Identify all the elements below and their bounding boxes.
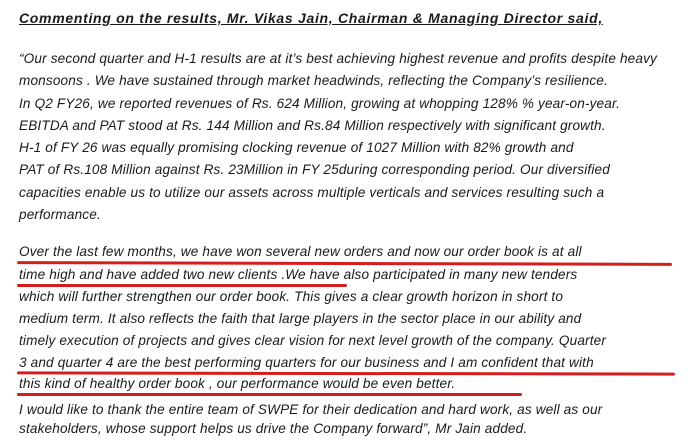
highlight-underline bbox=[17, 284, 347, 287]
paragraph-1-line: H-1 of FY 26 was equally promising clocking revenue of 1027 Million with 82% growth and bbox=[19, 140, 574, 155]
paragraph-3-line: I would like to thank the entire team of SWPE for their dedication and hard work, as well as our bbox=[19, 402, 603, 417]
paragraph-3-line: stakeholders, whose support helps us drive the Company forward”, Mr Jain added. bbox=[19, 421, 528, 436]
paragraph-1-line: monsoons . We have sustained through market headwinds, reflecting the Company’s resilience. bbox=[19, 73, 608, 88]
paragraph-1-line: “Our second quarter and H-1 results are at it’s best achieving highest revenue and profits despite heavy bbox=[19, 51, 657, 66]
paragraph-1-line: In Q2 FY26, we reported revenues of Rs. 624 Million, growing at whopping 128% % year-on-year. bbox=[19, 96, 621, 111]
highlight-underline bbox=[17, 371, 675, 375]
section-heading: Commenting on the results, Mr. Vikas Jain, Chairman & Managing Director said, bbox=[19, 10, 603, 26]
paragraph-2-line: time high and have added two new clients .We have also participated in many new tenders bbox=[19, 267, 578, 282]
paragraph-2-line: this kind of healthy order book , our performance would be even better. bbox=[19, 376, 456, 391]
paragraph-1-line: EBITDA and PAT stood at Rs. 144 Million and Rs.84 Million respectively with significant growth. bbox=[19, 118, 606, 133]
paragraph-2-line: medium term. It also reflects the faith that large players in the sector place in our ability and bbox=[19, 311, 582, 326]
paragraph-2-line: which will further strengthen our order book. This gives a clear growth horizon in short to bbox=[19, 289, 564, 304]
paragraph-2-line: timely execution of projects and gives clear vision for next level growth of the company. Quarter bbox=[19, 333, 607, 348]
paragraph-2-line: Over the last few months, we have won several new orders and now our order book is at all bbox=[19, 244, 582, 259]
paragraph-1-line: capacities enable us to utilize our assets across multiple verticals and services resulting such a bbox=[19, 185, 605, 200]
paragraph-1-line: PAT of Rs.108 Million against Rs. 23Million in FY 25during corresponding period. Our diversified bbox=[19, 162, 610, 177]
paragraph-2-line: 3 and quarter 4 are the best performing quarters for our business and I am confident that with bbox=[19, 355, 594, 370]
paragraph-1-line: performance. bbox=[19, 207, 101, 222]
highlight-underline bbox=[17, 261, 672, 265]
highlight-underline bbox=[17, 393, 522, 396]
